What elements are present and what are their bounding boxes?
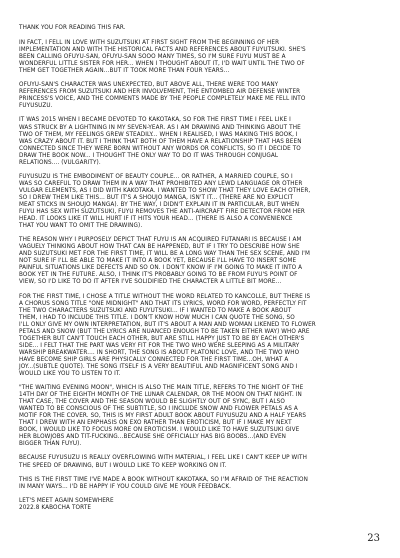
- paragraph-8: BECAUSE FUYUSUZU IS REALLY OVERFLOWING WITH MATERIAL, I FEEL LIKE I CAN'T KEEP UP WITH THE SPEED OF DRAWING, BUT I WOULD LIKE TO KEEP WORKING ON IT.: [19, 455, 307, 469]
- signature-block: [19, 498, 387, 512]
- paragraph-1: IN FACT, I FELL IN LOVE WITH SUZUTSUKI AT FIRST SIGHT FROM THE BEGINNING OF HER IMPLEMENTATION AND WITH THE HISTORICAL FACTS AND REFERENCES ABOUT FUYUTSUKI. SHE'S BEEN CALLING OFUYU-SAN, OFUYU-SAN SOOO MANY TIMES, SO I'M SURE FUYU MUST BE A WONDERFUL LITTLE SISTER FOR HER... WHEN I THOUGHT ABOUT IT, I'D WAIT UNTIL THE TWO OF THEM GET TOGETHER AGAIN...BUT IT TOOK MORE THAN FOUR YEARS...: [19, 40, 306, 75]
- paragraph-9: THIS IS THE FIRST TIME I'VE MADE A BOOK WITHOUT KAKOTAKA, SO I'M AFRAID OF THE REACTION IN MANY WAYS... I'D BE HAPPY IF YOU COULD GIVE ME YOUR FEEDBACK.: [19, 476, 308, 490]
- paragraph-5: THE REASON WHY I PURPOSELY DEPICT THAT FUYU IS AN ACQUIRED FUTANARI IS BECAUSE I AM VAGUELY THINKING ABOUT HOW THAT CAN BE HAPPENED, BUT IF I TRY TO DESCRIBE HOW SHE AND SUZUTSUKI MET FOR THE FIRST TIME, IT WILL BE A LONG WAY THAN THE SEX SCENE, AND I'M NOT SURE IF I'LL BE ABLE TO MAKE IT INTO A BOOK YET, BECAUSE I'LL HAVE TO INSERT SOME PAINFUL SITUATIONS LIKE DEFECTS AND SO ON. I DON'T KNOW IF I'M GOING TO MAKE IT INTO A BOOK YET IN THE FUTURE. ALSO, I THINK IT'S PROBABLY GOING TO BE FROM FUYU'S POINT OF VIEW, SO I'D LIKE TO DO IT AFTER I'VE SOLIDIFIED THE CHARACTER A LITTLE BIT MORE...: [19, 237, 310, 286]
- paragraph-7: "THE WAITING EVENING MOON", WHICH IS ALSO THE MAIN TITLE, REFERS TO THE NIGHT OF THE 14TH DAY OF THE EIGHTH MONTH OF THE LUNAR CALENDAR, OR THE MOON ON THAT NIGHT. IN THAT CASE, THE COVER AND THE SEASON WOULD BE SLIGHTLY OUT OF SYNC, BUT I ALSO WANTED TO BE CONSCIOUS OF THE SUBTITLE, SO I INCLUDE SNOW AND FLOWER PETALS AS A MOTIF FOR THE COVER. SO, THIS IS MY FIRST ADULT BOOK ABOUT FUYUSUZU AND A HALF YEARS THAT I DREW WITH AN EMPHASIS ON EXO RATHER THAN EROTICISM, BUT IF I MAKE MY NEXT BOOK, I WOULD LIKE TO FOCUS MORE ON EROTICISM. I WOULD LIKE TO HAVE SUZUTSUKI GIVE HER BLOWJOBS AND TIT-FUCKING...BECAUSE SHE OFFICIALLY HAS BIG BOOBS...(AND EVEN BIGGER THAN FUYU).: [19, 385, 307, 448]
- greeting-line: THANK YOU FOR READING THIS FAR.: [19, 25, 126, 31]
- afterword-text-block: [19, 25, 387, 512]
- paragraph-4: FUYUSUZU IS THE EMBODIMENT OF BEAUTY COUPLE... OR RATHER, A MARRIED COUPLE, SO I WAS SO CAREFUL TO DRAW THEM IN A WAY THAT PROHIBITED ANY LEWD LANGUAGE OR OTHER VULGAR ELEMENTS, AS I DID WITH KAKOTAKA. I WANTED TO SHOW THAT THEY LOVE EACH OTHER, SO I DREW THEM LIKE THIS... BUT IT'S A SHOUJO MANGA, ISN'T IT... (THERE ARE NO EXPLICIT MEAT STICKS IN SHOUJO MANGA). BY THE WAY, I DIDN'T EXPLAIN IT IN PARTICULAR, BUT WHEN FUYU HAS SEX WITH SUZUTSUKI, FUYU REMOVES THE ANTI-AIRCRAFT FIRE DETECTOR FROM HER HEAD. IT LOOKS LIKE IT WILL HURT IF IT HITS YOUR HEAD... (THERE IS ALSO A CONVENIENCE THAT YOU WANT TO OMIT THE DRAWING).: [19, 173, 311, 230]
- page-number: 23: [367, 533, 380, 544]
- paragraph-2: OFUYU-SAN'S CHARACTER WAS UNEXPECTED, BUT ABOVE ALL, THERE WERE TOO MANY REFERENCES FROM SUZUTSUKI AND HER INVOLVEMENT, THE ENTOMBED AIR DEFENSE WINTER PRINCESS'S VOICE, AND THE COMMENTS MADE BY THE PEOPLE COMPLETELY MAKE ME FELL INTO FUYUSUZU.: [19, 82, 306, 110]
- paragraph-6: FOR THE FIRST TIME, I CHOSE A TITLE WITHOUT THE WORD RELATED TO KANCOLLE, BUT THERE IS A CHORUS SONG TITLE "ONE MIDNIGHT" AND THAT ITS LYRICS, WORD FOR WORD, PERFECTLY FIT THE TWO CHARACTERS SUZUTSUKI AND FUYUTSUKI... IF I WANTED TO MAKE A BOOK ABOUT THEM, I HAD TO INCLUDE THIS TITLE. I DON'T KNOW HOW MUCH I CAN QUOTE THE SONG, SO I'LL ONLY GIVE MY OWN INTERPRETATION, BUT IT'S ABOUT A MAN AND WOMAN LIKENED TO FLOWER PETALS AND SNOW (BUT THE LYRICS ARE NUANCED ENOUGH TO BE TAKEN EITHER WAY) WHO ARE TOGETHER BUT CAN'T TOUCH EACH OTHER, BUT ARE STILL HAPPY JUST TO BE BY EACH OTHER'S SIDE... I FELT THAT THE PART WAS VERY FIT FOR THE TWO WHO WERE SLEEPING AS A MILITARY WARSHIP BREAKWATER.... IN SHORT, THE SONG IS ABOUT PLATONIC LOVE, AND THE TWO WHO HAVE BECOME SHIP GIRLS ARE PHYSICALLY CONNECTED FOR THE FIRST TIME...OH, WHAT A JOY...(SUBTLE QUOTE). THE SONG ITSELF IS A VERY BEAUTIFUL AND MAGNIFICENT SONG AND I WOULD LIKE YOU TO LISTEN TO IT.: [19, 293, 316, 378]
- paragraph-3: IT WAS 2015 WHEN I BECAME DEVOTED TO KAKOTAKA, SO FOR THE FIRST TIME I FEEL LIKE I WAS STRUCK BY A LIGHTNING IN MY SEVEN-YEAR. AS I AM DRAWING AND THINKING ABOUT THE TWO OF THEM, MY FEELINGS GREW STEADILY... WHEN I REALISED, I WAS MAKING THIS BOOK, I WAS CRAZY ABOUT IT. BUT I THINK THAT BOTH OF THEM HAVE A RELATIONSHIP THAT HAS BEEN CONNECTED SINCE THEY WERE BORN WITHOUT ANY WORDS OR CONFLICTS, SO IT I DECIDE TO DRAW THE BOOK NOW... I THOUGHT THE ONLY WAY TO DO IT WAS THROUGH CONJUGAL RELATIONS.... (VULGARITY).: [19, 117, 302, 166]
- author-signature: 2022.8 KABOCHA TORTE: [19, 504, 92, 511]
- closing-line: LET'S MEET AGAIN SOMEWHERE: [19, 497, 114, 504]
